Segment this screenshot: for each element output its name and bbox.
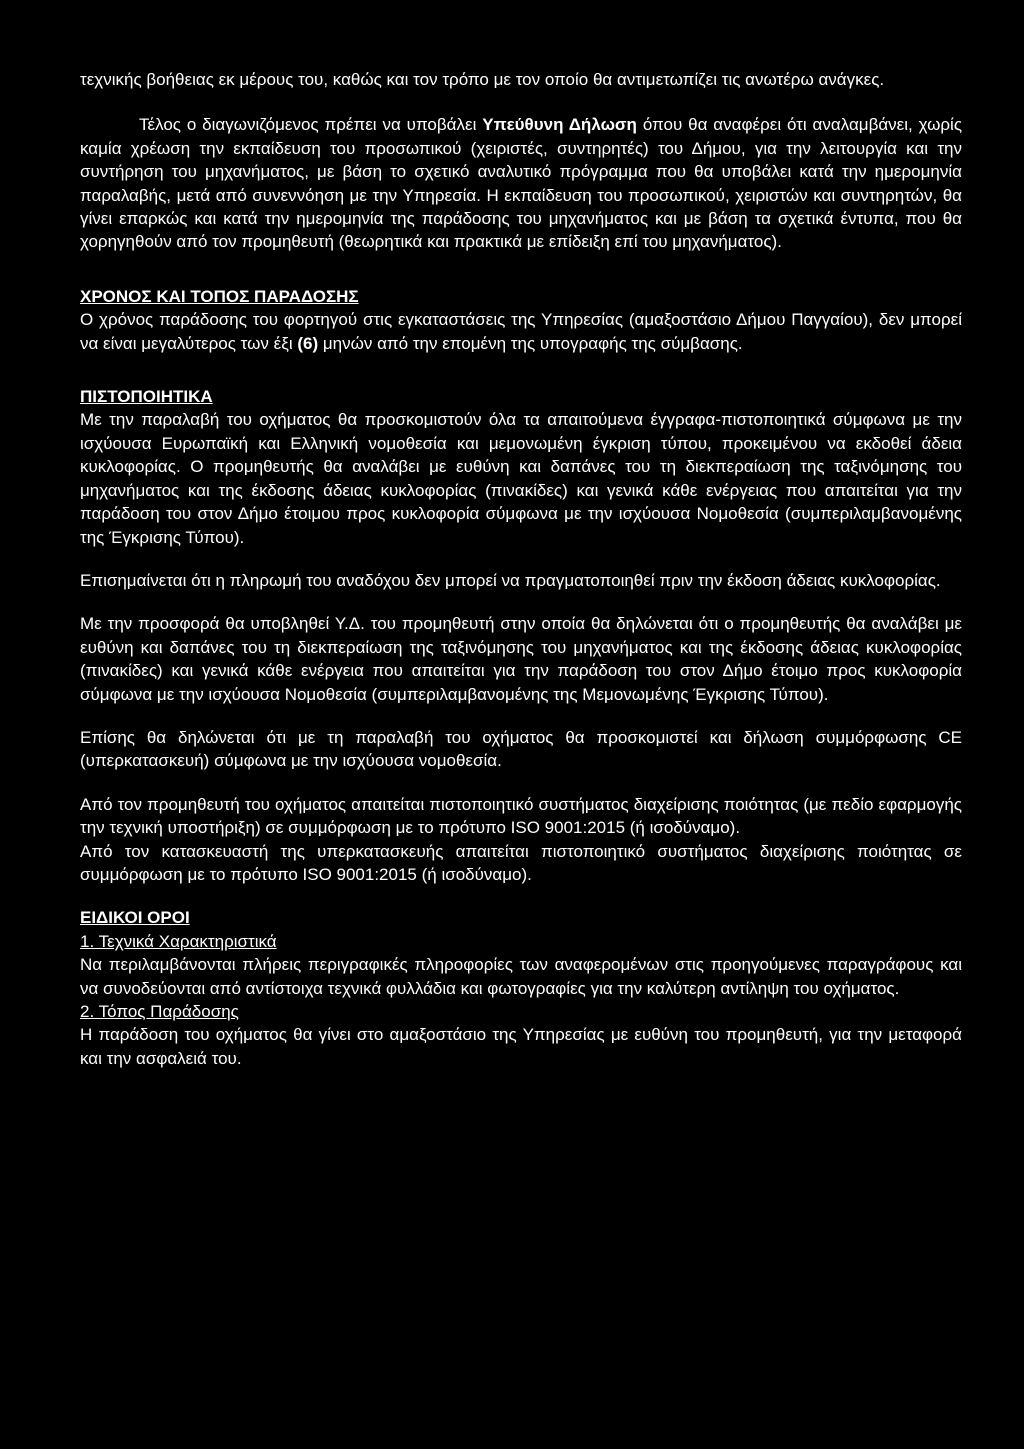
training-text-start: Τέλος ο διαγωνιζόμενος πρέπει να υποβάλει [139,115,483,135]
paragraph-payment-note: Επισημαίνεται ότι η πληρωμή του αναδόχου δεν μπορεί να πραγματοποιηθεί πριν την έκδοση άδειας κυκλοφορίας. [80,570,941,590]
document-page [80,68,962,1070]
paragraph-technical-specs: Να περιλαμβάνονται πλήρεις περιγραφικές πληροφορίες των αναφερομένων στις προηγούμενες παραγράφους και να συνοδεύονται από αντίστοιχα τεχνικά φυλλάδια και φωτογραφίες για την καλύτερη αντίληψη του οχήματος. [80,955,962,998]
paragraph-technical-support: τεχνικής βοήθειας εκ μέρους του, καθώς και τον τρόπο με τον οποίο θα αντιμετωπίζει τις ανωτέρω ανάγκες. [80,70,885,89]
paragraph-offer-declaration: Με την προσφορά θα υποβληθεί Υ.Δ. του προμηθευτή στην οποία θα δηλώνεται ότι ο προμηθευτής θα αναλάβει με ευθύνη και δαπάνες του τη διεκπεραίωση της ταξινόμησης του μηχανήματος και της έκδοσης άδειας κυκλοφορίας (πινακίδες) και γενικά κάθε ενέργεια που απαιτείται για την παράδοση του στον Δήμο έτοιμο προς κυκλοφορία σύμφωνα με την ισχύουσα Νομοθεσία (συμπεριλαμβανομένης της Μεμονωμένης Έγκρισης Τύπου). [80,614,962,704]
paragraph-delivery-time [80,308,962,355]
delivery-text-start: Ο χρόνος παράδοσης του φορτηγού στις εγκαταστάσεις της Υπηρεσίας (αμαξοστάσιο Δήμου Παγγαίου), δεν μπορεί να είναι μεγαλύτερος των έξι [80,310,962,353]
subheading-technical-specs: 1. Τεχνικά Χαρακτηριστικά [80,931,277,951]
subheading-delivery-place: 2. Τόπος Παράδοσης [80,1002,239,1021]
paragraph-manufacturer-iso: Από τον κατασκευαστή της υπερκατασκευής απαιτείται πιστοποιητικό συστήματος διαχείρισης ποιότητας σε συμμόρφωση με το πρότυπο ISO 9001:2015 (ή ισοδύναμο). [80,841,962,884]
paragraph-certificates-registration: Με την παραλαβή του οχήματος θα προσκομιστούν όλα τα απαιτούμενα έγγραφα-πιστοποιητικά σύμφωνα με την ισχύουσα Ευρωπαϊκή και Ελληνική νομοθεσία και μεμονωμένη έγκριση τύπου, προκειμένου να εκδοθεί άδεια κυκλοφορίας. Ο προμηθευτής θα αναλάβει με ευθύνη και δαπάνες του τη διεκπεραίωση της ταξινόμησης του μηχανήματος και της έκδοσης άδειας κυκλοφορίας (πινακίδες) και γενικά κάθε ενέργειας που απαιτείται για την παράδοση του στον Δήμο έτοιμου προς κυκλοφορία σύμφωνα με την ισχύουσα Νομοθεσία (συμπεριλαμβανομένης της Έγκρισης Τύπου). [80,410,962,547]
delivery-months-number: (6) [297,333,319,353]
paragraph-delivery-place: Η παράδοση του οχήματος θα γίνει στο αμαξοστάσιο της Υπηρεσίας με ευθύνη του προμηθευτή, για την μεταφορά και την ασφαλειά του. [80,1025,962,1068]
heading-special-terms: ΕΙΔΙΚΟΙ ΟΡΟΙ [80,908,190,928]
heading-delivery: ΧΡΟΝΟΣ ΚΑΙ ΤΟΠΟΣ ΠΑΡΑΔΟΣΗΣ [80,286,359,306]
responsible-declaration-term: Υπεύθυνη Δήλωση [482,115,637,135]
paragraph-training-declaration [80,113,962,253]
paragraph-supplier-iso: Από τον προμηθευτή του οχήματος απαιτείται πιστοποιητικό συστήματος διαχείρισης ποιότητας (με πεδίο εφαρμογής την τεχνική υποστήριξη) σε συμμόρφωση με το πρότυπο ISO 9001:2015 (ή ισοδύναμο). [80,794,962,838]
heading-certificates: ΠΙΣΤΟΠΟΙΗΤΙΚΑ [80,387,213,407]
delivery-text-rest: μηνών από την επομένη της υπογραφής της σύμβασης. [318,333,743,353]
paragraph-ce-declaration: Επίσης θα δηλώνεται ότι με τη παραλαβή του οχήματος θα προσκομιστεί και δήλωση συμμόρφωσης CE (υπερκατασκευή) σύμφωνα με την ισχύουσα νομοθεσία. [80,727,962,771]
training-text-rest: όπου θα αναφέρει ότι αναλαμβάνει, χωρίς καμία χρέωση την εκπαίδευση του προσωπικού (χειριστές, συντηρητές) του Δήμου, για την λειτουργία και την συντήρηση του μηχανήματος, με βάση το σχετικό αναλυτικό πρόγραμμα που θα υποβάλει κατά την ημερομηνία παραλαβής, μετά από συνεννόηση με την Υπηρεσία. Η εκπαίδευση του προσωπικού, χειριστών και συντηρητών, θα γίνει επαρκώς και κατά την ημερομηνία της παράδοσης του μηχανήματος και με βάση τα σχετικά έντυπα, που θα χορηγηθούν από τον προμηθευτή (θεωρητικά και πρακτικά με επίδειξη επί του μηχανήματος). [80,115,963,252]
